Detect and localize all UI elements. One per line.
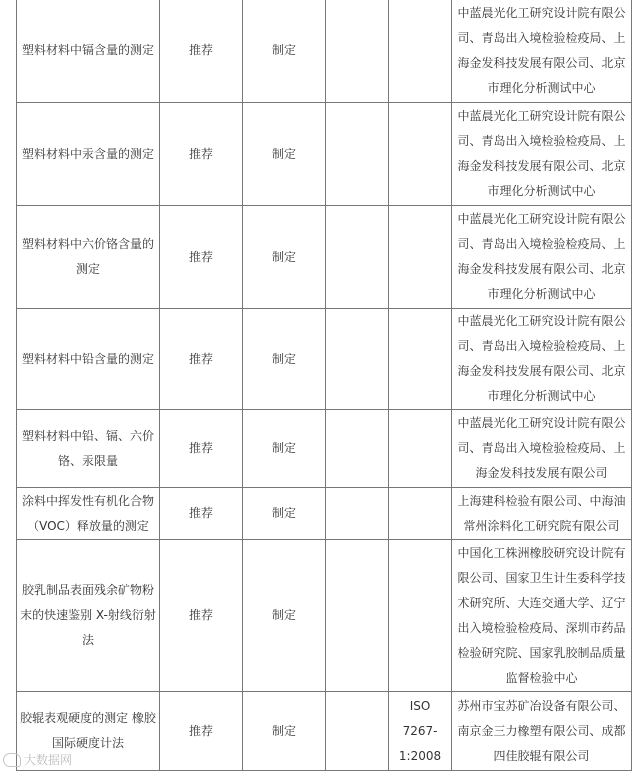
reference-standard xyxy=(389,206,452,309)
standard-name: 胶乳制品表面残余矿物粉末的快速鉴别 X-射线衍射法 xyxy=(17,540,160,692)
standard-type: 推荐 xyxy=(160,206,243,309)
blank-cell xyxy=(326,206,389,309)
standard-type: 推荐 xyxy=(160,0,243,103)
drafting-organizations: 中蓝晨光化工研究设计院有限公司、青岛出入境检验检疫局、上海金发科技发展有限公司 xyxy=(452,410,632,488)
drafting-organizations: 中蓝晨光化工研究设计院有限公司、青岛出入境检验检疫局、上海金发科技发展有限公司、北京市理化分析测试中心 xyxy=(452,0,632,103)
standards-table xyxy=(16,0,632,771)
reference-standard xyxy=(389,540,452,692)
standard-type: 推荐 xyxy=(160,103,243,206)
standard-name: 塑料材料中铅含量的测定 xyxy=(17,309,160,410)
project-kind: 制定 xyxy=(243,103,326,206)
blank-cell xyxy=(326,410,389,488)
standard-name: 胶辊表观硬度的测定 橡胶国际硬度计法 xyxy=(17,692,160,771)
standard-name: 塑料材料中汞含量的测定 xyxy=(17,103,160,206)
drafting-organizations: 中蓝晨光化工研究设计院有限公司、青岛出入境检验检疫局、上海金发科技发展有限公司、北京市理化分析测试中心 xyxy=(452,206,632,309)
table-row xyxy=(17,488,632,540)
standard-type: 推荐 xyxy=(160,410,243,488)
project-kind: 制定 xyxy=(243,0,326,103)
standard-type: 推荐 xyxy=(160,540,243,692)
table-row xyxy=(17,206,632,309)
standard-name: 塑料材料中铅、镉、六价铬、汞限量 xyxy=(17,410,160,488)
standard-type: 推荐 xyxy=(160,309,243,410)
standard-type: 推荐 xyxy=(160,488,243,540)
watermark xyxy=(3,751,72,768)
blank-cell xyxy=(326,103,389,206)
reference-standard xyxy=(389,410,452,488)
drafting-organizations: 中蓝晨光化工研究设计院有限公司、青岛出入境检验检疫局、上海金发科技发展有限公司、北京市理化分析测试中心 xyxy=(452,309,632,410)
standard-name: 涂料中挥发性有机化合物（VOC）释放量的测定 xyxy=(17,488,160,540)
drafting-organizations: 苏州市宝苏矿冶设备有限公司、南京金三力橡塑有限公司、成都四佳胶辊有限公司 xyxy=(452,692,632,771)
table-row xyxy=(17,692,632,771)
blank-cell xyxy=(326,540,389,692)
table-row xyxy=(17,540,632,692)
blank-cell xyxy=(326,488,389,540)
reference-standard xyxy=(389,309,452,410)
reference-standard xyxy=(389,488,452,540)
reference-standard xyxy=(389,103,452,206)
table-row xyxy=(17,0,632,103)
standard-type: 推荐 xyxy=(160,692,243,771)
table-row xyxy=(17,309,632,410)
table-row xyxy=(17,410,632,488)
drafting-organizations: 上海建科检验有限公司、中海油常州涂料化工研究院有限公司 xyxy=(452,488,632,540)
blank-cell xyxy=(326,692,389,771)
standard-name: 塑料材料中镉含量的测定 xyxy=(17,0,160,103)
project-kind: 制定 xyxy=(243,309,326,410)
project-kind: 制定 xyxy=(243,488,326,540)
standard-name: 塑料材料中六价铬含量的测定 xyxy=(17,206,160,309)
project-kind: 制定 xyxy=(243,692,326,771)
project-kind: 制定 xyxy=(243,206,326,309)
drafting-organizations: 中蓝晨光化工研究设计院有限公司、青岛出入境检验检疫局、上海金发科技发展有限公司、北京市理化分析测试中心 xyxy=(452,103,632,206)
watermark-text: 大数据网 xyxy=(24,753,73,767)
drafting-organizations: 中国化工株洲橡胶研究设计院有限公司、国家卫生计生委科学技术研究所、大连交通大学、辽宁出入境检验检疫局、深圳市药品检验研究院、国家乳胶制品质量监督检验中心 xyxy=(452,540,632,692)
reference-standard xyxy=(389,0,452,103)
project-kind: 制定 xyxy=(243,540,326,692)
reference-standard: ISO 7267-1:2008 xyxy=(389,692,452,771)
blank-cell xyxy=(326,0,389,103)
blank-cell xyxy=(326,309,389,410)
table-row xyxy=(17,103,632,206)
project-kind: 制定 xyxy=(243,410,326,488)
speech-bubble-icon xyxy=(3,753,21,767)
